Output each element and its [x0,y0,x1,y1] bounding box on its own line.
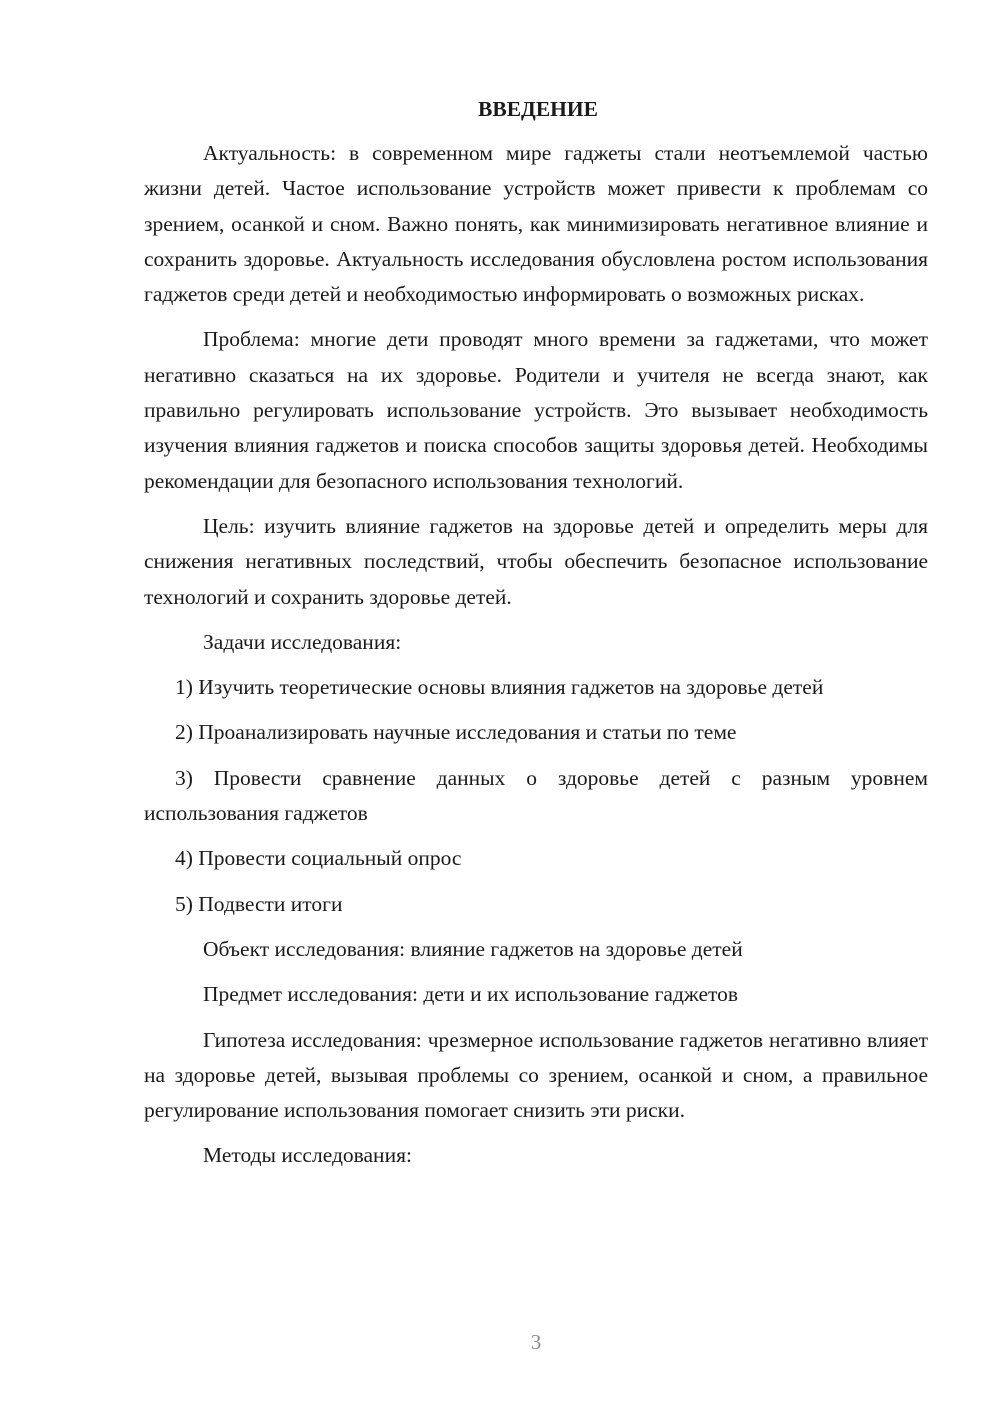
task-item-5: 5) Подвести итоги [175,891,343,916]
page-title: ВВЕДЕНИЕ [478,97,598,121]
paragraph-problem: Проблема: многие дети проводят много времени за гаджетами, что может негативно сказаться на их здоровье. Родители и учителя не всегда знают, как правильно регулировать использование устройств. Это вызывает необходимость изучения влияния гаджетов и поиска способов защиты здоровья детей. Необходимы рекомендации для безопасного использования технологий. [144,327,928,493]
paragraph-subject: Предмет исследования: дети и их использование гаджетов [203,982,739,1007]
paragraph-object: Объект исследования: влияние гаджетов на здоровье детей [203,936,743,961]
task-item-4: 4) Провести социальный опрос [175,846,462,871]
task-item-3: 3) Провести сравнение данных о здоровье детей с разным уровнем использования гаджетов [144,765,928,826]
methods-heading: Методы исследования: [203,1143,412,1168]
task-item-1: 1) Изучить теоретические основы влияния гаджетов на здоровье детей [175,675,824,700]
page-number: 3 [530,1330,542,1354]
page-content [144,92,928,1184]
paragraph-goal: Цель: изучить влияние гаджетов на здоровье детей и определить меры для снижения негативных последствий, чтобы обеспечить безопасное использование технологий и сохранить здоровье детей. [144,513,928,609]
task-item-2: 2) Проанализировать научные исследования и статьи по теме [175,720,737,745]
paragraph-relevance: Актуальность: в современном мире гаджеты стали неотъемлемой частью жизни детей. Частое использование устройств может привести к проблемам со зрением, осанкой и сном. Важно понять, как минимизировать негативное влияние и сохранить здоровье. Актуальность исследования обусловлена ростом использования гаджетов среди детей и необходимостью информировать о возможных рисках. [144,141,928,307]
tasks-heading: Задачи исследования: [203,629,402,654]
paragraph-hypothesis: Гипотеза исследования: чрезмерное использование гаджетов негативно влияет на здоровье детей, вызывая проблемы со зрением, осанкой и сном, а правильное регулирование использования помогает снизить эти риски. [144,1027,928,1123]
